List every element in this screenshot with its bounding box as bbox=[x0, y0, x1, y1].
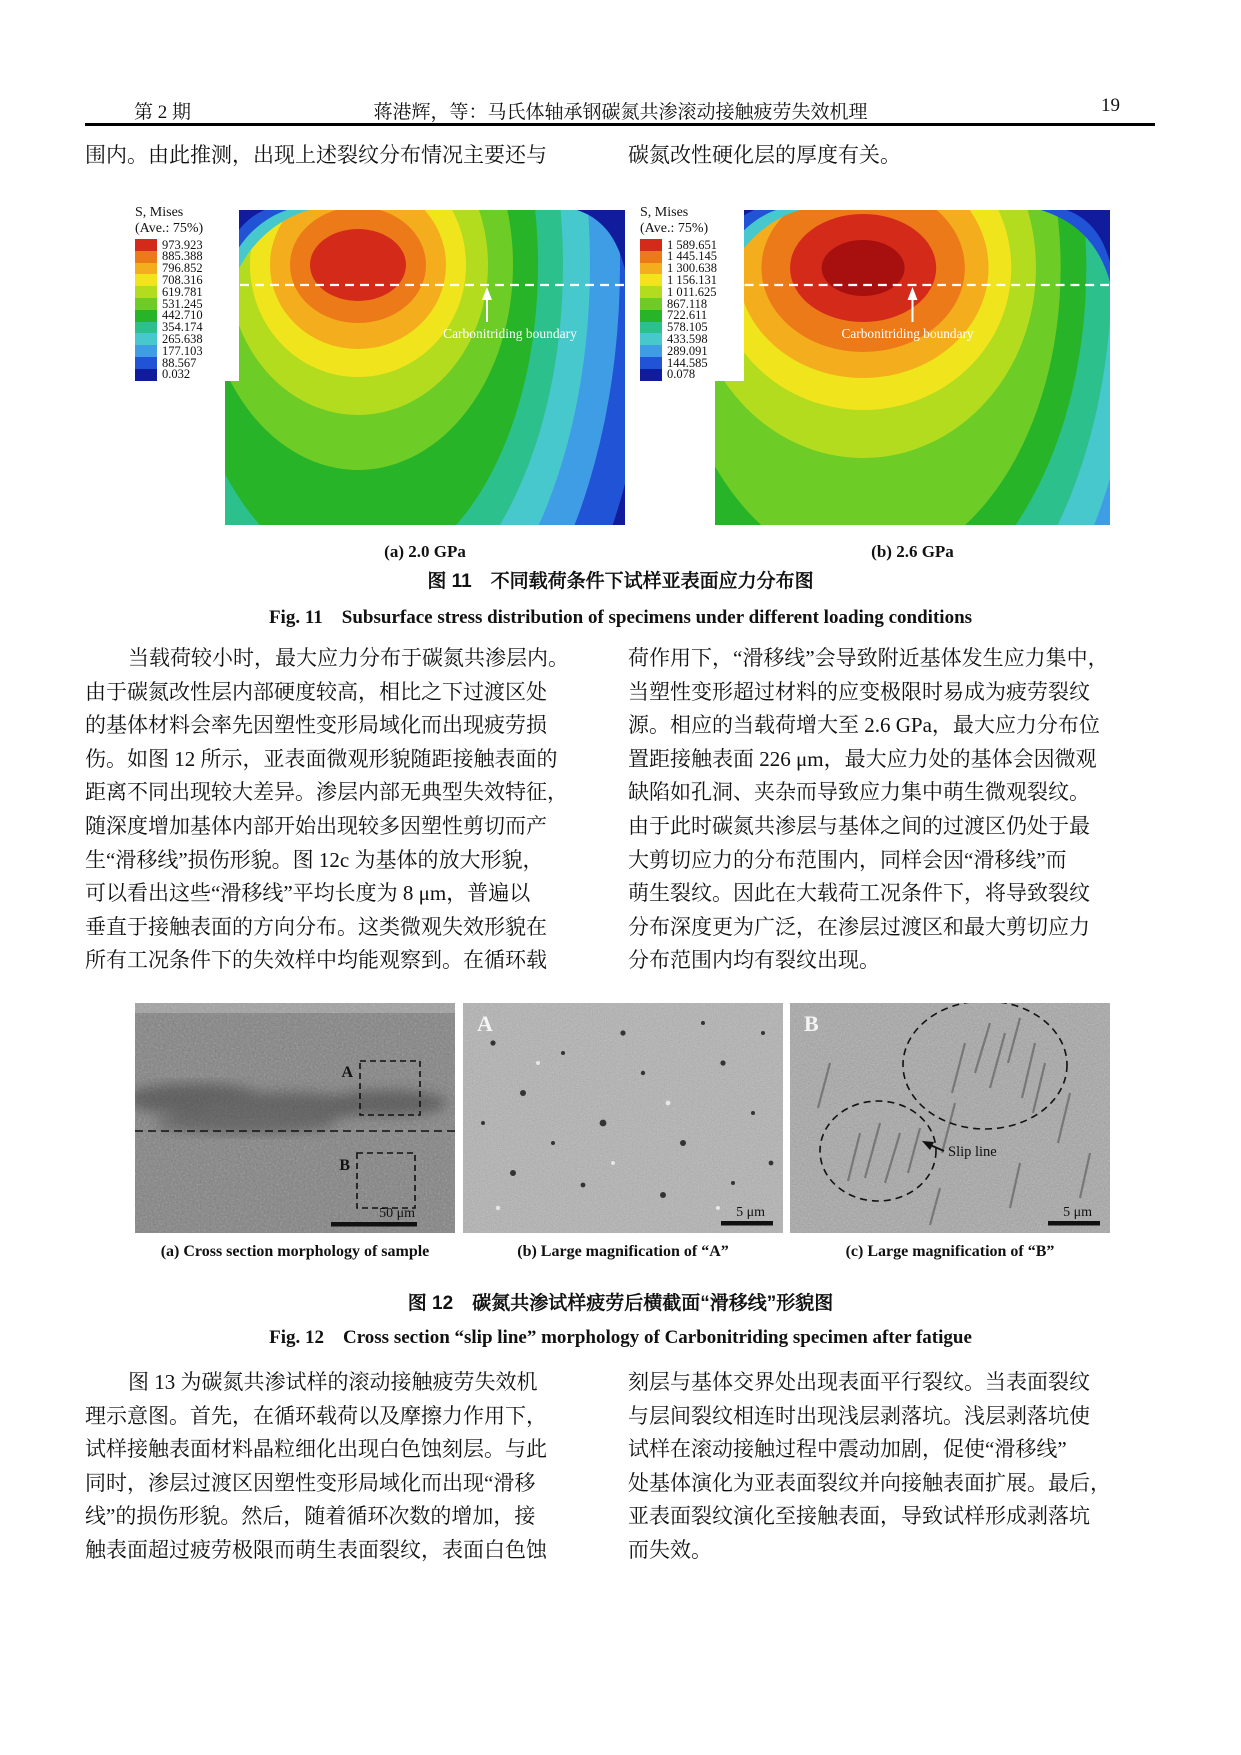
intro-text-right: 碳氮改性硬化层的厚度有关。 bbox=[628, 143, 901, 167]
legend-color-swatch bbox=[135, 298, 157, 310]
legend-value: 885.388 bbox=[162, 249, 203, 264]
scale-label: 5 μm bbox=[736, 1205, 765, 1220]
legend-color-swatch bbox=[135, 345, 157, 357]
legend-color-swatch bbox=[135, 333, 157, 345]
legend-color-swatch bbox=[640, 263, 662, 275]
slip-line-annotation: Slip line bbox=[948, 1144, 997, 1160]
legend-value: 708.316 bbox=[162, 273, 203, 288]
running-title: 蒋港辉，等：马氏体轴承钢碳氮共渗滚动接触疲劳失效机理 bbox=[373, 102, 868, 123]
legend-value: 265.638 bbox=[162, 332, 203, 347]
legend-color-swatch bbox=[135, 239, 157, 251]
legend-value: 144.585 bbox=[667, 355, 708, 370]
legend-value: 796.852 bbox=[162, 261, 203, 276]
legend-color-swatch bbox=[640, 239, 662, 251]
legend-color-swatch bbox=[135, 286, 157, 298]
panel-caption-c: (c) Large magnification of “B” bbox=[845, 1243, 1055, 1260]
sem-panel-b bbox=[463, 1003, 783, 1233]
scale-bar bbox=[721, 1221, 773, 1226]
legend-color-swatch bbox=[135, 263, 157, 275]
scale-label: 5 μm bbox=[1063, 1205, 1092, 1220]
stress-legend-a bbox=[135, 205, 239, 381]
body-column-left-2: 图 13 为碳氮共渗试样的滚动接触疲劳失效机 理示意图。首先，在循环载荷以及摩擦力作用下， 试样接触表面材料晶粒细化出现白色蚀刻层。与此 同时，渗层过渡区因塑性变形局域化而出现“滑移 线”的损伤形貌。然后，随着循环次数的增加，接 触表面超过疲劳极限而萌生表面裂纹，表面白色蚀 bbox=[85, 1370, 547, 1562]
legend-value: 1 445.145 bbox=[667, 249, 717, 264]
legend-subtitle: (Ave.: 75%) bbox=[135, 221, 204, 236]
legend-value: 354.174 bbox=[162, 320, 203, 335]
legend-color-swatch bbox=[640, 322, 662, 334]
legend-value: 177.103 bbox=[162, 343, 203, 358]
legend-color-swatch bbox=[640, 333, 662, 345]
legend-value: 1 011.625 bbox=[667, 284, 717, 299]
legend-value: 578.105 bbox=[667, 320, 708, 335]
legend-value: 1 300.638 bbox=[667, 261, 717, 276]
legend-value: 88.567 bbox=[162, 355, 197, 370]
region-label-b: B bbox=[339, 1157, 350, 1174]
legend-row bbox=[135, 369, 239, 381]
fig11-caption-en: Fig. 11 Subsurface stress distribution of specimens under different loading conditions bbox=[268, 607, 973, 628]
legend-value: 0.078 bbox=[667, 367, 696, 382]
legend-value: 289.091 bbox=[667, 343, 708, 358]
legend-color-swatch bbox=[640, 345, 662, 357]
plot-a-caption: (a) 2.0 GPa bbox=[384, 542, 466, 561]
legend-color-swatch bbox=[135, 322, 157, 334]
legend-color-swatch bbox=[640, 286, 662, 298]
legend-value: 531.245 bbox=[162, 296, 203, 311]
panel-caption-b: (b) Large magnification of “A” bbox=[517, 1243, 729, 1260]
legend-title: S, Mises bbox=[640, 205, 689, 220]
page-number: 19 bbox=[1101, 95, 1120, 116]
header-rule bbox=[85, 123, 1155, 126]
legend-value: 867.118 bbox=[667, 296, 708, 311]
fig12-caption-zh: 图 12 碳氮共渗试样疲劳后横截面“滑移线”形貌图 bbox=[407, 1293, 834, 1314]
body-column-right-1: 荷作用下，“滑移线”会导致附近基体发生应力集中， 当塑性变形超过材料的应变极限时易成为疲劳裂纹 源。相应的当载荷增大至 2.6 GPa，最大应力分布位 置距接触表面 226 μm，最大应力处的基体会因微观 缺陷如孔洞、夹杂而导致应力集中萌生微观裂纹。 由于此时碳氮共渗层与基体之间的过渡区仍处于最 大剪切应力的分布范围内，同样会因“滑移线”而 萌生裂纹。因此在大载荷工况条件下，将导致裂纹 分布深度更为广泛，在渗层过渡区和最大剪切应力 分布范围内均有裂纹出现。 bbox=[628, 646, 1109, 973]
fig12-caption-en: Fig. 12 Cross section “slip line” morphology of Carbonitriding specimen after fatigue bbox=[269, 1327, 972, 1348]
panel-caption-a: (a) Cross section morphology of sample bbox=[160, 1243, 430, 1260]
legend-value: 973.923 bbox=[162, 237, 203, 252]
legend-row bbox=[640, 369, 744, 381]
scale-bar bbox=[331, 1222, 417, 1227]
corner-label: A bbox=[477, 1011, 493, 1036]
legend-subtitle: (Ave.: 75%) bbox=[640, 221, 709, 236]
sem-panel-c bbox=[790, 1003, 1110, 1233]
legend-values bbox=[135, 239, 239, 381]
legend-color-swatch bbox=[640, 251, 662, 263]
region-label-a: A bbox=[341, 1064, 353, 1081]
scale-label: 50 μm bbox=[379, 1206, 415, 1221]
boundary-label: Carbonitriding boundary bbox=[841, 325, 974, 342]
legend-value: 722.611 bbox=[667, 308, 708, 323]
figure-11-plot-a bbox=[135, 190, 625, 570]
scale-bar bbox=[1048, 1221, 1100, 1226]
corner-label: B bbox=[804, 1011, 819, 1036]
plot-b-caption: (b) 2.6 GPa bbox=[871, 542, 954, 561]
legend-color-swatch bbox=[640, 298, 662, 310]
legend-color-swatch bbox=[135, 310, 157, 322]
legend-value: 1 156.131 bbox=[667, 273, 717, 288]
stress-contour-plot-b bbox=[715, 210, 1110, 525]
legend-color-swatch bbox=[135, 274, 157, 286]
stress-legend-b bbox=[640, 205, 744, 381]
sem-panel-a bbox=[135, 1003, 455, 1233]
body-column-left-1: 当载荷较小时，最大应力分布于碳氮共渗层内。 由于碳氮改性层内部硬度较高，相比之下过渡区处 的基体材料会率先因塑性变形局域化而出现疲劳损 伤。如图 12 所示，亚表面微观形貌随距接触表面的 距离不同出现较大差异。渗层内部无典型失效特征， 随深度增加基体内部开始出现较多因塑性剪切而产 生“滑移线”损伤形貌。图 12c 为基体的放大形貌， 可以看出这些“滑移线”平均长度为 8 μm，普遍以 垂直于接触表面的方向分布。这类微观失效形貌在 所有工况条件下的失效样中均能观察到。在循环载 bbox=[85, 646, 569, 973]
legend-color-swatch bbox=[640, 310, 662, 322]
legend-value: 433.598 bbox=[667, 332, 708, 347]
fig11-caption-zh: 图 11 不同载荷条件下试样亚表面应力分布图 bbox=[427, 571, 814, 592]
intro-text-left: 围内。由此推测，出现上述裂纹分布情况主要还与 bbox=[85, 143, 547, 167]
legend-title: S, Mises bbox=[135, 205, 184, 220]
issue-label: 第 2 期 bbox=[134, 102, 192, 123]
stress-contour-plot-a bbox=[225, 210, 625, 525]
legend-color-swatch bbox=[135, 357, 157, 369]
body-column-right-2: 刻层与基体交界处出现表面平行裂纹。当表面裂纹 与层间裂纹相连时出现浅层剥落坑。浅层剥落坑使 试样在滚动接触过程中震动加剧，促使“滑移线” 处基体演化为亚表面裂纹并向接触表面扩展。最后， 亚表面裂纹演化至接触表面，导致试样形成剥落坑 而失效。 bbox=[628, 1370, 1111, 1562]
legend-values bbox=[640, 239, 744, 381]
legend-value: 619.781 bbox=[162, 284, 203, 299]
legend-value: 1 589.651 bbox=[667, 237, 717, 252]
legend-color-swatch bbox=[640, 357, 662, 369]
legend-value: 0.032 bbox=[162, 367, 191, 382]
boundary-label: Carbonitriding boundary bbox=[443, 326, 577, 341]
legend-color-swatch bbox=[640, 274, 662, 286]
legend-color-swatch bbox=[135, 369, 157, 381]
figure-11-plot-b bbox=[640, 190, 1110, 570]
legend-color-swatch bbox=[640, 369, 662, 381]
legend-value: 442.710 bbox=[162, 308, 203, 323]
legend-color-swatch bbox=[135, 251, 157, 263]
